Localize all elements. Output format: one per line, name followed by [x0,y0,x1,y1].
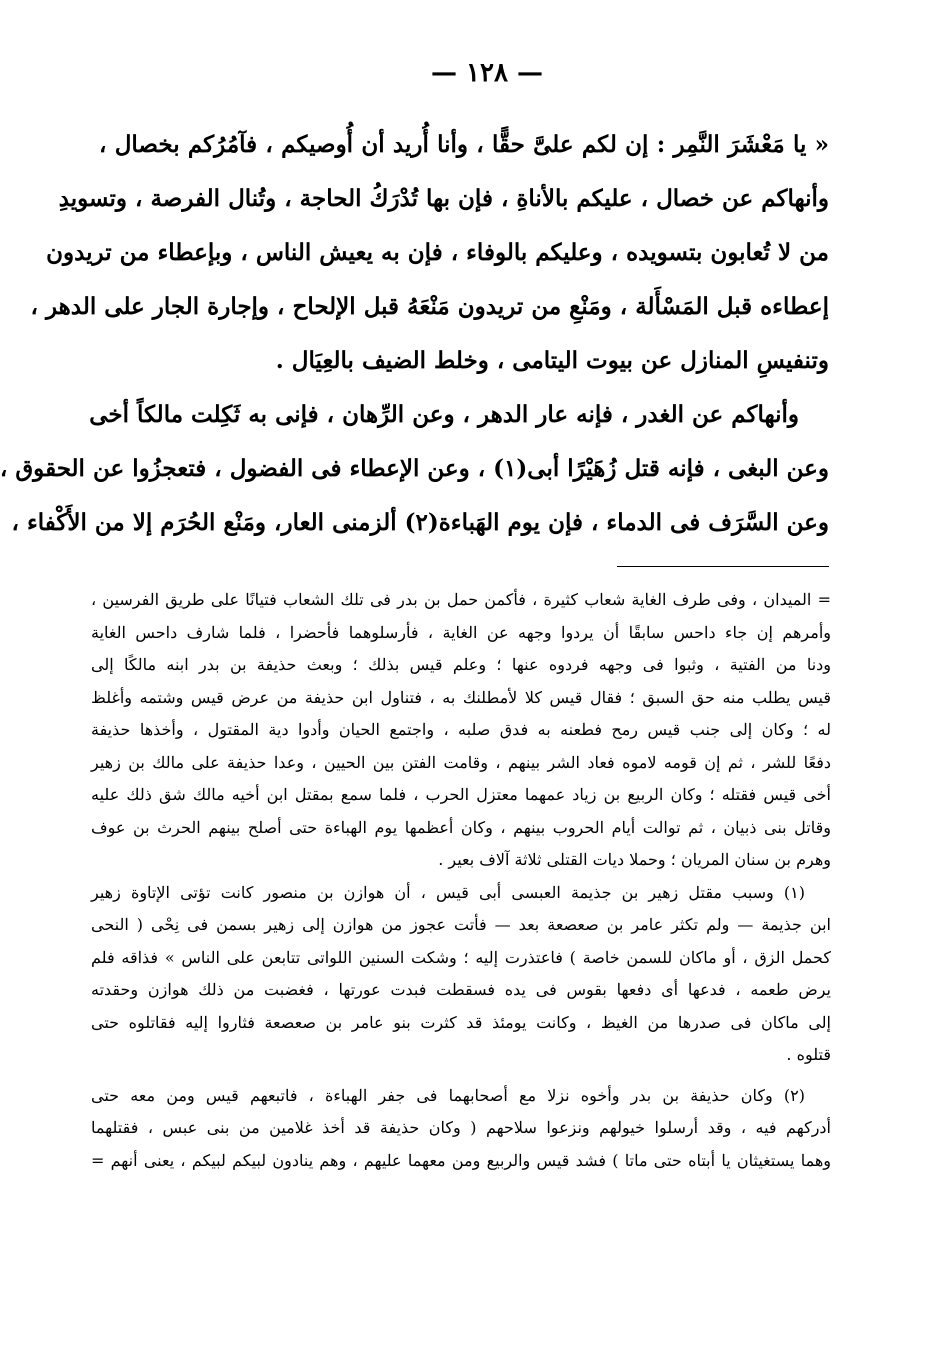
footnote-line: أخى قيس فقتله ؛ وكان الربيع بن زياد عمهما معتزل الحرب ، فلما سمع بمقتل ابن أخيه مالك شق ذلك عليه [91,785,832,804]
footnote-line: وهرم بن سنان المريان ؛ وحملا ديات القتلى ثلاثة آلاف بعير . [438,850,831,869]
main-text-line: وعن البغى ، فإنه قتل زُهَيْرًا أبى(١) ، وعن الإعطاء فى الفضول ، فتعجزُوا عن الحقوق ، [0,455,829,482]
footnote-gap [91,1072,831,1080]
footnote-line: قتلوه . [786,1045,831,1064]
footnote-continued [91,584,831,877]
footnote-line: وأمرهم إن جاء داحس سابقًا أن يردوا وجهه عن الغاية ، فأرسلوهما فأحضرا ، فلما شارف داحس الغاية [91,622,831,642]
footnote-line: له ؛ وكان إلى جنب قيس رمح فطعنه به فدق صلبه ، واجتمع الحيان وأدوا دية المقتول ، وأخذها حذيفة [91,720,831,739]
footnote-line: أدركهم فيه ، وقد أرسلوا خيولهم ونزعوا سلاحهم ( وكان حذيفة قد أخذ غلامين من بنى عبس ، فقتلهما [91,1118,831,1137]
footnote-divider [617,566,829,567]
main-text-line: « يا مَعْشَرَ النَّمِر : إن لكم علىَّ حقًّا ، وأنا أُريد أن أُوصيكم ، فآمُرُكم بخصال ، [99,131,829,158]
footnote-2 [91,1080,831,1178]
footnote-line: إلى ماكان فى صدرها من الغيظ ، وكانت يومئذ قد كثرت بنو عامر بن صعصعة فثاروا إليه فقاتلوه حتى [91,1012,831,1032]
main-text-body [0,118,829,550]
page-number: — ١٢٨ — [430,58,544,88]
footnote-line: دفعًا للشر ، ثم إن قومه لاموه فعاد الشر بينهم ، وقامت الفتن بين الحيين ، وعدا حذيفة على مالك بن زهير [91,752,831,772]
main-text-line: وتنفيسِ المنازل عن بيوت اليتامى ، وخلط الضيف بالعِيَال . [275,347,829,374]
footnotes [91,584,831,1177]
footnote-line: = الميدان ، وفى طرف الغاية شعاب كثيرة ، فأكمن حمل بن بدر فى تلك الشعاب فتيانًا على طريق الفرسين ، [91,590,832,609]
footnote-line: وقاتل بنى ذبيان ، ثم توالت أيام الحروب بينهم ، وكان أعظمها يوم الهباءة حتى أصلح بينهم الحرث بن عوف [91,817,831,837]
main-text-line: وأنهاكم عن خصال ، عليكم بالأناةِ ، فإن بها تُدْرَكُ الحاجة ، وتُنال الفرصة ، وتسويدِ [58,185,829,212]
footnote-line: ابن جذيمة — ولم تكثر عامر بن صعصعة بعد — فأتت عجوز من هوازن إلى زهير بسمن فى نِحْى ( النحى [91,915,832,934]
main-text-line: إعطاءه قبل المَسْأَلة ، ومَنْعِ من تريدون مَنْعَهُ قبل الإلحاح ، وإجارة الجار على الدهر ، [30,293,829,320]
main-text-line: وعن السَّرَف فى الدماء ، فإن يوم الهَباءة(٢) ألزمنى العار، ومَنْع الحُرَم إلا من الأَكْفاء ، [11,509,829,536]
footnote-line: قيس يطلب منه حق السبق ؛ فقال قيس كلا لأمطلنك به ، فتناول ابن حذيفة من عرض قيس وشتمه وأغلظ [91,687,831,707]
footnote-1 [91,877,831,1072]
footnote-line: وهما يستغيثان يا أبتاه حتى ماتا ) فشد قيس والربيع ومن معهما عليهم ، وهم ينادون لبيكم لبيكم ، يعنى أنهم = [91,1150,831,1170]
main-text-line: من لا تُعابون بتسويده ، وعليكم بالوفاء ، فإن به يعيش الناس ، وبإعطاء من تريدون [46,239,829,266]
footnote-line: كحمل الزق ، أو ماكان للسمن خاصة ) فاعتذرت إليه ؛ وشكت السنين اللواتى تتابعن على الناس » فذاقه فلم [91,947,832,967]
footnote-line: (٢) وكان حذيفة بن بدر وأخوه نزلا مع أصحابهما فى جفر الهباءة ، فاتبعهم قيس ومن معه حتى [91,1085,805,1105]
main-text-line: وأنهاكم عن الغدر ، فإنه عار الدهر ، وعن الرِّهان ، فإنى به ثَكِلت مالكاً أخى [89,401,799,428]
footnote-line: (١) وسبب مقتل زهير بن جذيمة العبسى أبى قيس ، أن هوازن بن منصور كانت تؤتى الإتاوة زهير [91,882,805,902]
footnote-line: ودنا من الفتية ، وثبوا فى وجهه فردوه عنها ؛ وعلم قيس بذلك ؛ وبعث حذيفة بن بدر ابنه مالكًا إلى [91,655,831,674]
footnote-line: يرض طعمه ، فدعها أى دفعها بقوس فى يده فسقطت فبدت عورتها ، فغضبت من ذلك هوازن وحقدته [91,980,832,999]
